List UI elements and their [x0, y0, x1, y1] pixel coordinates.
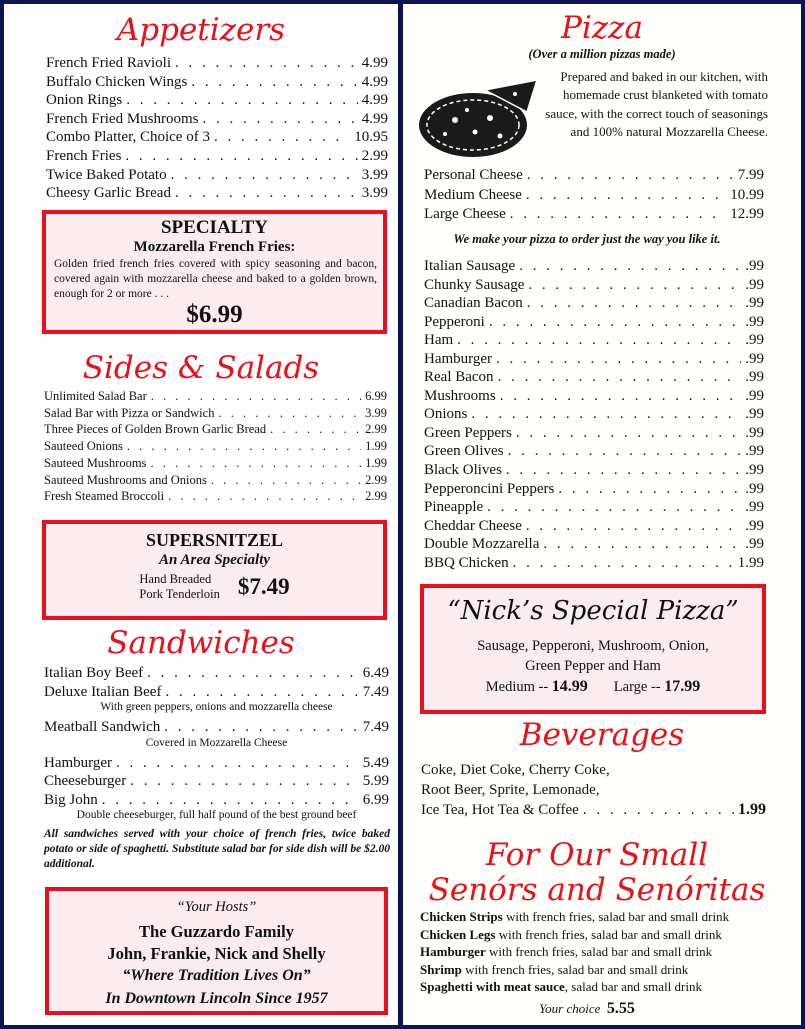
- dot-leader: [175, 54, 358, 73]
- dot-leader: [526, 517, 741, 536]
- item-price: .99: [745, 276, 764, 293]
- item-name: Deluxe Italian Beef: [44, 683, 162, 700]
- specialty-box: [42, 210, 387, 334]
- menu-item: [424, 186, 764, 206]
- supersnitzel-line1: Hand Breaded: [139, 572, 212, 586]
- kids-item-desc: , salad bar and small drink: [564, 979, 702, 994]
- dot-leader: [214, 128, 350, 147]
- item-name: Personal Cheese: [424, 167, 523, 183]
- item-price: .99: [745, 517, 764, 534]
- menu-item: [424, 331, 764, 350]
- pizza-note: We make your pizza to order just the way you like it.: [453, 232, 721, 246]
- kids-item-desc: with french fries, salad bar and small drink: [502, 909, 730, 924]
- item-price: 4.99: [361, 55, 388, 71]
- item-note: Double cheeseburger, full half pound of the best ground beef: [76, 809, 357, 821]
- dot-leader: [508, 442, 742, 461]
- item-name: Pepperoni: [424, 313, 485, 330]
- item-name: Italian Sausage: [424, 258, 516, 274]
- sides-list: [44, 388, 387, 505]
- menu-item: [46, 147, 388, 166]
- supersnitzel-price: $7.49: [237, 574, 290, 599]
- menu-item: [424, 368, 764, 387]
- menu-right-page: [403, 4, 801, 1025]
- item-name: Fresh Steamed Broccoli: [44, 489, 165, 504]
- menu-item: [424, 424, 764, 443]
- kids-item-name: Shrimp: [420, 961, 462, 977]
- dot-leader: [165, 683, 358, 702]
- dot-leader: [191, 73, 357, 92]
- kids-choice-price: 5.55: [606, 1000, 635, 1017]
- hosts-names: John, Frankie, Nick and Shelly: [107, 944, 326, 963]
- item-name: French Fried Ravioli: [46, 55, 171, 71]
- nicks-medium: [486, 676, 588, 698]
- item-price: 6.99: [362, 791, 389, 808]
- item-note: With green peppers, onions and mozzarella cheese: [100, 701, 333, 713]
- item-name: Hamburger: [424, 350, 493, 367]
- kids-item-name: Hamburger: [420, 944, 486, 959]
- beverages-line-3-text: Ice Tea, Hot Tea & Coffee: [421, 802, 579, 818]
- item-price: 2.99: [365, 489, 387, 504]
- item-name: Sauteed Mushrooms and Onions: [44, 472, 207, 487]
- dot-leader: [500, 387, 742, 406]
- item-price: 2.99: [365, 422, 387, 437]
- menu-item: [44, 718, 389, 737]
- kids-item: [420, 926, 790, 944]
- menu-item: [424, 166, 764, 186]
- item-name: Italian Boy Beef: [44, 665, 144, 681]
- hosts-motto: “Where Tradition Lives On”: [122, 967, 311, 984]
- nicks-special-box: [420, 584, 766, 714]
- hosts-family: The Guzzardo Family: [139, 922, 294, 941]
- menu-item: [424, 554, 764, 573]
- kids-list: [420, 908, 790, 996]
- supersnitzel-heading: SUPERSNITZEL: [145, 530, 284, 550]
- dot-leader: [487, 498, 741, 517]
- nicks-toppings-1: Sausage, Pepperoni, Mushroom, Onion,: [477, 638, 709, 654]
- item-name: Pineapple: [424, 499, 484, 516]
- dot-leader: [126, 91, 357, 110]
- specialty-name: Mozzarella French Fries:: [133, 239, 296, 255]
- dot-leader: [558, 480, 741, 499]
- dot-leader: [543, 535, 741, 554]
- menu-item: [424, 257, 764, 276]
- menu-item: [44, 683, 389, 702]
- dot-leader: [125, 147, 357, 166]
- menu-item: [44, 772, 389, 791]
- nicks-large: [614, 676, 700, 698]
- item-price: 5.49: [362, 754, 389, 771]
- dot-leader: [471, 405, 741, 424]
- dot-leader: [175, 184, 358, 203]
- item-name: BBQ Chicken: [424, 554, 509, 571]
- menu-item: [424, 517, 764, 536]
- dot-leader: [164, 718, 359, 737]
- kids-item-desc: with french fries, salad bar and small drink: [495, 926, 722, 942]
- dot-leader: [527, 294, 742, 313]
- item-price: .99: [745, 258, 764, 274]
- dot-leader: [496, 350, 741, 369]
- item-price: 5.99: [362, 773, 389, 789]
- menu-item: [46, 91, 388, 110]
- dot-leader: [127, 438, 361, 455]
- kids-item: [420, 978, 790, 996]
- kids-choice-label: Your choice: [539, 1001, 601, 1016]
- kids-item: [420, 961, 790, 979]
- nicks-title: “Nick’s Special Pizza”: [447, 596, 739, 626]
- hosts-label: “Your Hosts”: [176, 899, 257, 915]
- specialty-price: $6.99: [186, 301, 243, 328]
- dot-leader: [150, 455, 361, 472]
- dot-leader: [151, 388, 361, 405]
- item-price: 2.99: [361, 147, 388, 164]
- item-name: French Fried Mushrooms: [46, 110, 199, 127]
- hosts-box: [45, 887, 388, 1015]
- sandwiches-title: Sandwiches: [107, 625, 295, 661]
- item-name: Cheddar Cheese: [424, 517, 522, 534]
- menu-item: [46, 110, 388, 129]
- item-price: 10.99: [730, 186, 764, 203]
- nicks-toppings-2: Green Pepper and Ham: [525, 658, 661, 674]
- item-price: 4.99: [361, 92, 388, 109]
- kids-item: [420, 943, 790, 961]
- item-price: .99: [745, 369, 764, 386]
- item-price: 4.99: [361, 110, 388, 127]
- item-price: .99: [745, 406, 764, 423]
- dot-leader: [457, 331, 741, 350]
- menu-item: [424, 461, 764, 480]
- beverages-line-1: Coke, Diet Coke, Cherry Coke,: [421, 762, 610, 778]
- item-price: 1.99: [365, 439, 387, 454]
- item-price: .99: [745, 499, 764, 516]
- dot-leader: [147, 664, 359, 683]
- menu-item: [424, 276, 764, 295]
- toppings-list: [424, 257, 764, 572]
- item-price: .99: [745, 424, 764, 441]
- item-name: Onions: [424, 406, 468, 423]
- menu-item: [44, 388, 387, 405]
- kids-item-desc: with french fries, salad bar and small drink: [461, 961, 689, 977]
- kids-item-name: Chicken Strips: [420, 909, 503, 924]
- beverages-title: Beverages: [519, 717, 685, 753]
- item-name: Chunky Sausage: [424, 276, 525, 293]
- menu-item: [44, 472, 387, 489]
- dot-leader: [506, 461, 741, 480]
- menu-item: [46, 166, 388, 185]
- dot-leader: [526, 186, 726, 206]
- dot-leader: [498, 368, 742, 387]
- menu-item: [44, 421, 387, 438]
- item-price: 6.99: [365, 389, 387, 403]
- item-name: Large Cheese: [424, 206, 506, 222]
- item-price: 3.99: [361, 166, 388, 183]
- dot-leader: [510, 205, 726, 225]
- pizza-subtitle: (Over a million pizzas made): [528, 47, 676, 61]
- item-name: Canadian Bacon: [424, 295, 523, 312]
- kids-item: [420, 908, 790, 926]
- item-name: Onion Rings: [46, 92, 123, 109]
- item-name: Black Olives: [424, 462, 502, 479]
- item-price: 10.95: [354, 129, 388, 146]
- item-name: Real Bacon: [424, 369, 494, 386]
- item-name: Twice Baked Potato: [46, 166, 167, 183]
- item-name: Sauteed Mushrooms: [44, 455, 147, 470]
- item-price: 1.99: [737, 554, 764, 571]
- dot-leader: [168, 488, 361, 505]
- kids-choice: [403, 1000, 771, 1018]
- supersnitzel-line2: Pork Tenderloin: [139, 587, 220, 601]
- beverages-line-3: [421, 800, 766, 820]
- beverages-price: 1.99: [738, 801, 766, 818]
- item-name: Ham: [424, 332, 454, 349]
- item-price: .99: [745, 462, 764, 479]
- dot-leader: [116, 754, 359, 773]
- dot-leader: [270, 421, 361, 438]
- dot-leader: [519, 257, 741, 276]
- menu-item: [44, 405, 387, 422]
- item-name: Cheeseburger: [44, 773, 127, 789]
- item-price: 6.49: [362, 665, 389, 681]
- item-name: Green Peppers: [424, 424, 512, 441]
- specialty-heading: SPECIALTY: [160, 217, 268, 238]
- nicks-medium-label: Medium --: [485, 679, 549, 695]
- item-name: Double Mozzarella: [424, 536, 540, 553]
- kids-title-1: For Our Small: [485, 837, 709, 873]
- pizza-title: Pizza: [561, 10, 643, 46]
- menu-item: [44, 754, 389, 773]
- specialty-description: Golden fried french fries covered with spicy seasoning and bacon, covered again with mozzarella cheese and baked to a golden brown, enough for 2 or more . . .: [54, 258, 377, 300]
- item-price: 12.99: [730, 206, 764, 222]
- item-price: 4.99: [361, 73, 388, 90]
- menu-item: [424, 313, 764, 332]
- dot-leader: [513, 554, 734, 573]
- dot-leader: [211, 472, 361, 489]
- menu-item: [44, 455, 387, 472]
- item-price: 7.49: [362, 683, 389, 700]
- item-price: 3.99: [361, 185, 388, 202]
- menu-item: [424, 442, 764, 461]
- item-price: .99: [745, 480, 764, 497]
- nicks-medium-price: 14.99: [551, 678, 588, 695]
- menu-item: [424, 480, 764, 499]
- pizza-illustration-icon: [415, 70, 545, 162]
- appetizers-title: Appetizers: [116, 12, 286, 48]
- item-name: Cheesy Garlic Bread: [46, 185, 171, 202]
- item-price: .99: [745, 350, 764, 367]
- item-price: 1.99: [365, 455, 387, 470]
- menu-item: [44, 791, 389, 810]
- item-price: .99: [745, 387, 764, 404]
- item-price: 3.99: [365, 405, 387, 420]
- item-price: 7.99: [737, 167, 764, 183]
- dot-leader: [171, 166, 358, 185]
- beverages-line-2: Root Beer, Sprite, Lemonade,: [421, 782, 600, 798]
- menu-item: [424, 387, 764, 406]
- supersnitzel-box: [42, 520, 387, 620]
- menu-item: [424, 498, 764, 517]
- item-name: Buffalo Chicken Wings: [46, 73, 188, 90]
- item-name: Meatball Sandwich: [44, 719, 161, 735]
- menu-item: [424, 205, 764, 225]
- menu-item: [44, 438, 387, 455]
- item-name: Three Pieces of Golden Brown Garlic Bread: [44, 422, 267, 437]
- dot-leader: [130, 772, 359, 791]
- dot-leader: [102, 791, 359, 810]
- item-name: Unlimited Salad Bar: [44, 389, 147, 403]
- supersnitzel-tagline: An Area Specialty: [158, 552, 271, 568]
- nicks-large-label: Large --: [613, 679, 661, 695]
- item-name: Pepperoncini Peppers: [424, 480, 555, 497]
- menu-item: [424, 350, 764, 369]
- kids-item-desc: with french fries, salad bar and small drink: [485, 944, 713, 959]
- menu-item: [46, 73, 388, 92]
- item-price: 7.49: [362, 719, 389, 735]
- kids-item-name: Chicken Legs: [420, 926, 496, 942]
- item-price: .99: [745, 295, 764, 312]
- pizza-sizes-list: [424, 166, 764, 225]
- pizza-description: Prepared and baked in our kitchen, with homemade crust blanketed with tomato sauce, with the correct touch of seasonings and 100% natural Mozzarella Cheese.: [545, 69, 768, 139]
- nicks-large-price: 17.99: [664, 678, 701, 695]
- menu-item: [46, 54, 388, 73]
- menu-item: [44, 488, 387, 505]
- appetizers-list: [46, 54, 388, 203]
- dot-leader: [527, 166, 734, 186]
- item-name: Hamburger: [44, 754, 113, 771]
- item-name: Combo Platter, Choice of 3: [46, 129, 210, 146]
- sides-title: Sides & Salads: [82, 350, 320, 386]
- dot-leader: [528, 276, 741, 295]
- item-price: .99: [745, 536, 764, 553]
- item-price: .99: [745, 313, 764, 330]
- menu-item: [424, 294, 764, 313]
- menu-item: [424, 535, 764, 554]
- item-price: .99: [745, 332, 764, 349]
- dot-leader: [489, 313, 741, 332]
- item-name: Medium Cheese: [424, 186, 522, 203]
- item-name: Big John: [44, 791, 98, 808]
- hosts-since: In Downtown Lincoln Since 1957: [105, 990, 328, 1007]
- dot-leader: [203, 110, 358, 129]
- menu-item: [44, 664, 389, 683]
- menu-item: [424, 405, 764, 424]
- dot-leader: [218, 405, 361, 422]
- item-name: Mushrooms: [424, 387, 496, 404]
- beverages-list: [421, 760, 766, 820]
- sandwiches-footnote: All sandwiches served with your choice of french fries, twice baked potato or side of spaghetti. Substitute salad bar for side dish will be $2.00 additional.: [44, 828, 390, 870]
- item-name: French Fries: [46, 147, 122, 164]
- item-note: Covered in Mozzarella Cheese: [145, 736, 288, 749]
- menu-item: [46, 128, 388, 147]
- kids-item-name: Spaghetti with meat sauce: [420, 979, 565, 994]
- item-name: Salad Bar with Pizza or Sandwich: [44, 405, 215, 420]
- kids-title-2: Senórs and Senóritas: [428, 872, 766, 908]
- menu-left-page: [4, 4, 398, 1025]
- menu-item: [46, 184, 388, 203]
- sandwiches-list: [44, 664, 389, 826]
- item-name: Sauteed Onions: [44, 439, 123, 454]
- dot-leader: [516, 424, 741, 443]
- item-price: 2.99: [365, 472, 387, 487]
- item-name: Green Olives: [424, 443, 504, 460]
- dot-leader: [583, 800, 734, 820]
- item-price: .99: [745, 443, 764, 460]
